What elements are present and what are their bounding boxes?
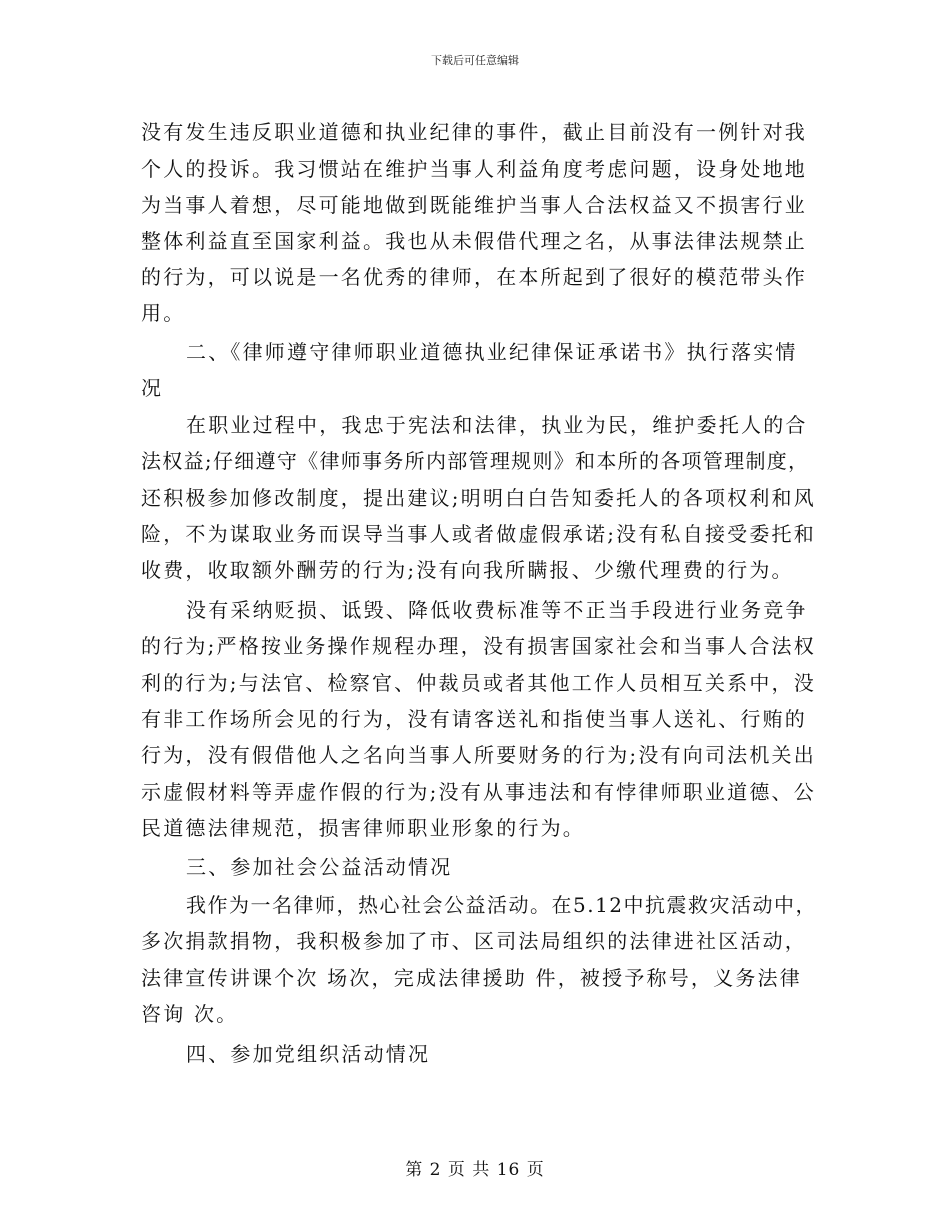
page-header: 下载后可任意编辑	[431, 54, 519, 67]
body-line: 在职业过程中，我忠于宪法和法律，执业为民，维护委托人的合	[186, 413, 808, 437]
section-heading: 况	[141, 376, 164, 400]
body-line: 没有采纳贬损、诋毁、降低收费标准等不正当手段进行业务竞争	[186, 598, 808, 622]
body-line: 没有发生违反职业道德和执业纪律的事件，截止目前没有一例针对我	[141, 120, 807, 144]
body-line: 多次捐款捐物，我积极参加了市、区司法局组织的法律进社区活动，	[141, 929, 807, 953]
body-line: 为当事人着想，尽可能地做到既能维护当事人合法权益又不损害行业	[141, 193, 807, 217]
body-line: 咨询 次。	[141, 1002, 239, 1026]
body-line: 示虚假材料等弄虚作假的行为;没有从事违法和有悖律师职业道德、公	[141, 780, 816, 804]
body-line: 的行为;严格按业务操作规程办理，没有损害国家社会和当事人合法权	[141, 634, 816, 658]
body-line: 的行为，可以说是一名优秀的律师，在本所起到了很好的模范带头作	[141, 265, 807, 289]
body-line: 有非工作场所会见的行为，没有请客送礼和指使当事人送礼、行贿的	[141, 707, 807, 731]
body-line: 个人的投诉。我习惯站在维护当事人利益角度考虑问题，设身处地地	[141, 157, 807, 181]
body-line: 收费，收取额外酬劳的行为;没有向我所瞒报、少缴代理费的行为。	[141, 558, 794, 582]
section-heading: 四、参加党组织活动情况	[186, 1042, 431, 1066]
body-line: 民道德法律规范，损害律师职业形象的行为。	[141, 816, 585, 840]
section-heading: 二、《律师遵守律师职业道德执业纪律保证承诺书》执行落实情	[186, 340, 798, 364]
body-line: 我作为一名律师，热心社会公益活动。在5.12中抗震救灾活动中，	[186, 893, 818, 917]
body-line: 法律宣传讲课个次 场次，完成法律援助 件，被授予称号，义务法律	[141, 966, 802, 990]
body-line: 利的行为;与法官、检察官、仲裁员或者其他工作人员相互关系中，没	[141, 671, 816, 695]
body-line: 整体利益直至国家利益。我也从未假借代理之名，从事法律法规禁止	[141, 229, 807, 253]
body-line: 用。	[141, 301, 186, 325]
page-footer: 第 2 页 共 16 页	[405, 1160, 545, 1180]
section-heading: 三、参加社会公益活动情况	[186, 855, 453, 879]
body-line: 法权益;仔细遵守《律师事务所内部管理规则》和本所的各项管理制度，	[141, 449, 810, 473]
body-line: 险，不为谋取业务而误导当事人或者做虚假承诺;没有私自接受委托和	[141, 522, 816, 546]
body-line: 还积极参加修改制度，提出建议;明明白白告知委托人的各项权利和风	[141, 486, 816, 510]
body-line: 行为，没有假借他人之名向当事人所要财务的行为;没有向司法机关出	[141, 743, 816, 767]
